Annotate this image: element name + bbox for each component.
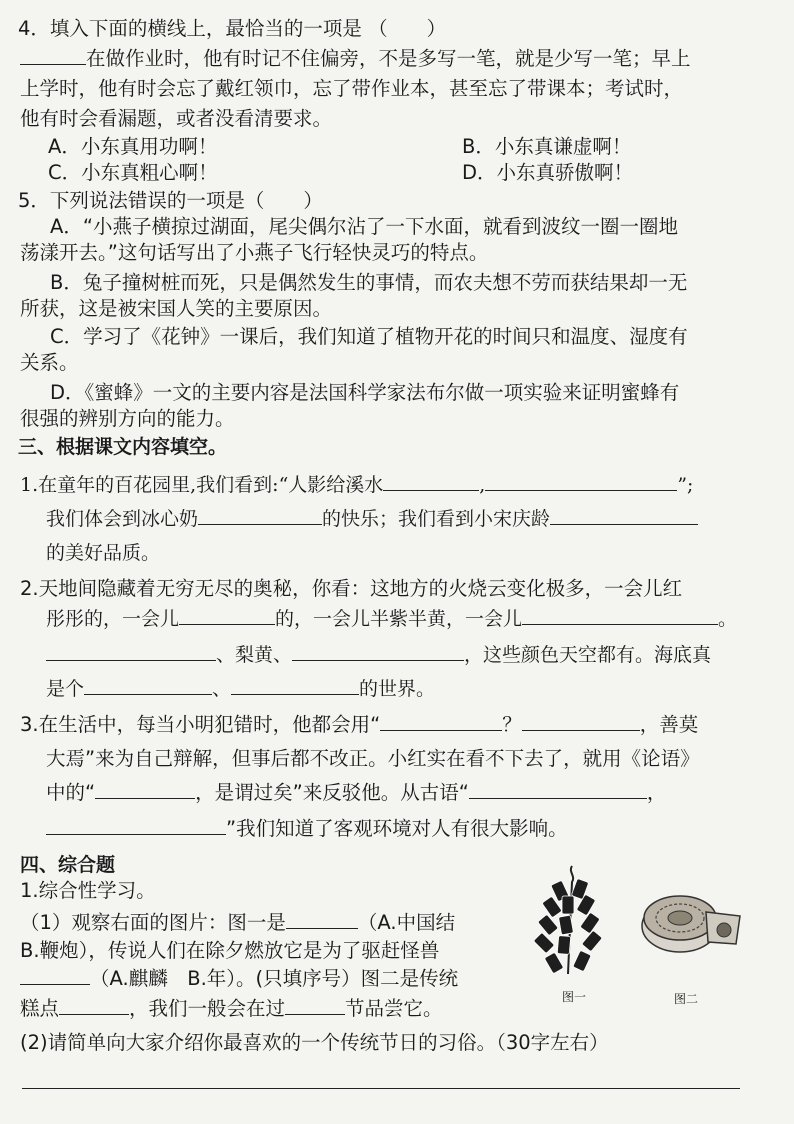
q4-option-b[interactable]: B．小东真谦虚啊！ xyxy=(462,135,632,158)
s3-q2-blank6[interactable] xyxy=(231,676,359,695)
s3-q2-line2: 彤彤的，一会儿 的，一会儿半紫半黄，一会儿 。 xyxy=(46,608,738,630)
s3-q2-line3: 、梨黄、 ，这些颜色天空都有。海底真 xyxy=(46,642,711,668)
q4-blank[interactable] xyxy=(20,46,86,65)
answer-line[interactable] xyxy=(22,1088,740,1089)
q4-option-a[interactable]: A．小东真用功啊！ xyxy=(48,135,218,158)
s3-q3-line1: 3.在生活中，每当小明犯错时，他都会用“ ？ ，善莫 xyxy=(20,713,699,736)
q5-option-b-line1[interactable]: B．兔子撞树桩而死，只是偶然发生的事情，而农夫想不劳而获结果却一无 xyxy=(50,271,688,294)
q5-option-d-line2: 很强的辨别方向的能力。 xyxy=(20,407,235,430)
s4-blank3[interactable] xyxy=(59,996,129,1015)
s4-p1: （1）观察右面的图片：图一是 （A.中国结 xyxy=(20,911,456,934)
s3-q2-blank3[interactable] xyxy=(46,642,216,661)
s4-p2: B.鞭炮），传说人们在除夕燃放它是为了驱赶怪兽 xyxy=(20,939,440,962)
s3-q1-blank1[interactable] xyxy=(383,472,479,491)
s3-q3-line3: 中的“ ，是谓过矣”来反驳他。从古语“ ， xyxy=(46,781,667,804)
q5-option-b-line2: 所获，这是被宋国人笑的主要原因。 xyxy=(20,297,333,320)
s3-q2-line4: 是个 、 的世界。 xyxy=(46,678,436,700)
s3-q3-blank4[interactable] xyxy=(469,780,647,799)
s3-q3-line2: 大焉”来为自己辩解，但事后都不改正。小红实在看不下去了，就用《论语》 xyxy=(46,747,700,770)
q5-option-a-line2: 荡漾开去。”这句话写出了小燕子飞行轻快灵巧的特点。 xyxy=(20,241,489,264)
q5-option-c-line2: 关系。 xyxy=(20,351,79,374)
q5-option-a-line1[interactable]: A．“小燕子横掠过湖面，尾尖偶尔沾了一下水面，就看到波纹一圈一圈地 xyxy=(50,215,678,238)
s4-blank4[interactable] xyxy=(285,996,345,1015)
s3-q2-blank1[interactable] xyxy=(179,606,275,625)
s4-p3: （A.麒麟 B.年）。(只填序号）图二是传统 xyxy=(20,966,458,992)
s3-q3-blank2[interactable] xyxy=(522,712,640,731)
s4-p4: 糕点 ，我们一般会在过 节品尝它。 xyxy=(20,997,443,1020)
s3-q1-blank4[interactable] xyxy=(550,506,698,525)
figure1-caption: 图一 xyxy=(562,990,587,1004)
s4-sub-title: 1.综合性学习。 xyxy=(20,879,156,902)
q4-passage-line3: 他有时会看漏题，或者没看清要求。 xyxy=(20,107,333,130)
q4-option-c[interactable]: C．小东真粗心啊！ xyxy=(48,161,218,184)
s3-q1-blank3[interactable] xyxy=(198,506,322,525)
s3-q2-blank4[interactable] xyxy=(292,642,464,661)
s3-q1-line1: 1.在童年的百花园里,我们看到:“人影给溪水 , ”; xyxy=(20,474,694,496)
q4-passage-line2: 上学时，他有时会忘了戴红领巾，忘了带作业本，甚至忘了带课本；考试时， xyxy=(20,77,684,100)
s3-q1-line3: 的美好品质。 xyxy=(46,542,161,564)
q5-option-d-line1[interactable]: D．《蜜蜂》一文的主要内容是法国科学家法布尔做一项实验来证明蜜蜂有 xyxy=(50,381,680,404)
s3-q2-line1: 2.天地间隐藏着无穷无尽的奥秘，你看：这地方的火烧云变化极多，一会儿红 xyxy=(20,577,683,600)
s3-q2-blank5[interactable] xyxy=(84,676,212,695)
s3-q3-blank1[interactable] xyxy=(380,712,502,731)
figure2-caption: 图二 xyxy=(674,992,699,1006)
firecracker-icon xyxy=(524,862,620,980)
s3-q1-blank2[interactable] xyxy=(485,472,677,491)
s3-q1-line2: 我们体会到冰心奶 的快乐；我们看到小宋庆龄 xyxy=(46,506,698,532)
q5-option-c-line1[interactable]: C．学习了《花钟》一课后，我们知道了植物开花的时间只和温度、湿度有 xyxy=(50,325,688,348)
s4-blank1[interactable] xyxy=(286,910,358,929)
section4-title: 四、综合题 xyxy=(20,854,116,876)
q4-option-d[interactable]: D．小东真骄傲啊！ xyxy=(462,161,634,184)
s3-q3-line4: ”我们知道了客观环境对人有很大影响。 xyxy=(46,816,568,842)
s4-blank2[interactable] xyxy=(20,966,90,985)
s3-q3-blank3[interactable] xyxy=(95,780,195,799)
s3-q3-blank5[interactable] xyxy=(46,816,226,835)
s3-q2-blank2[interactable] xyxy=(522,606,718,625)
section3-title: 三、根据课文内容填空。 xyxy=(18,436,228,458)
q4-stem: 4．填入下面的横线上，最恰当的一项是 （ ） xyxy=(18,17,447,40)
s4-p5: (2)请简单向大家介绍你最喜欢的一个传统节日的习俗。（30字左右） xyxy=(20,1031,609,1054)
mooncake-icon xyxy=(636,880,746,960)
q5-stem: 5．下列说法错误的一项是（ ） xyxy=(18,189,323,212)
q4-passage-line1: 在做作业时，他有时记不住偏旁，不是多写一笔，就是少写一笔；早上 xyxy=(20,46,691,72)
